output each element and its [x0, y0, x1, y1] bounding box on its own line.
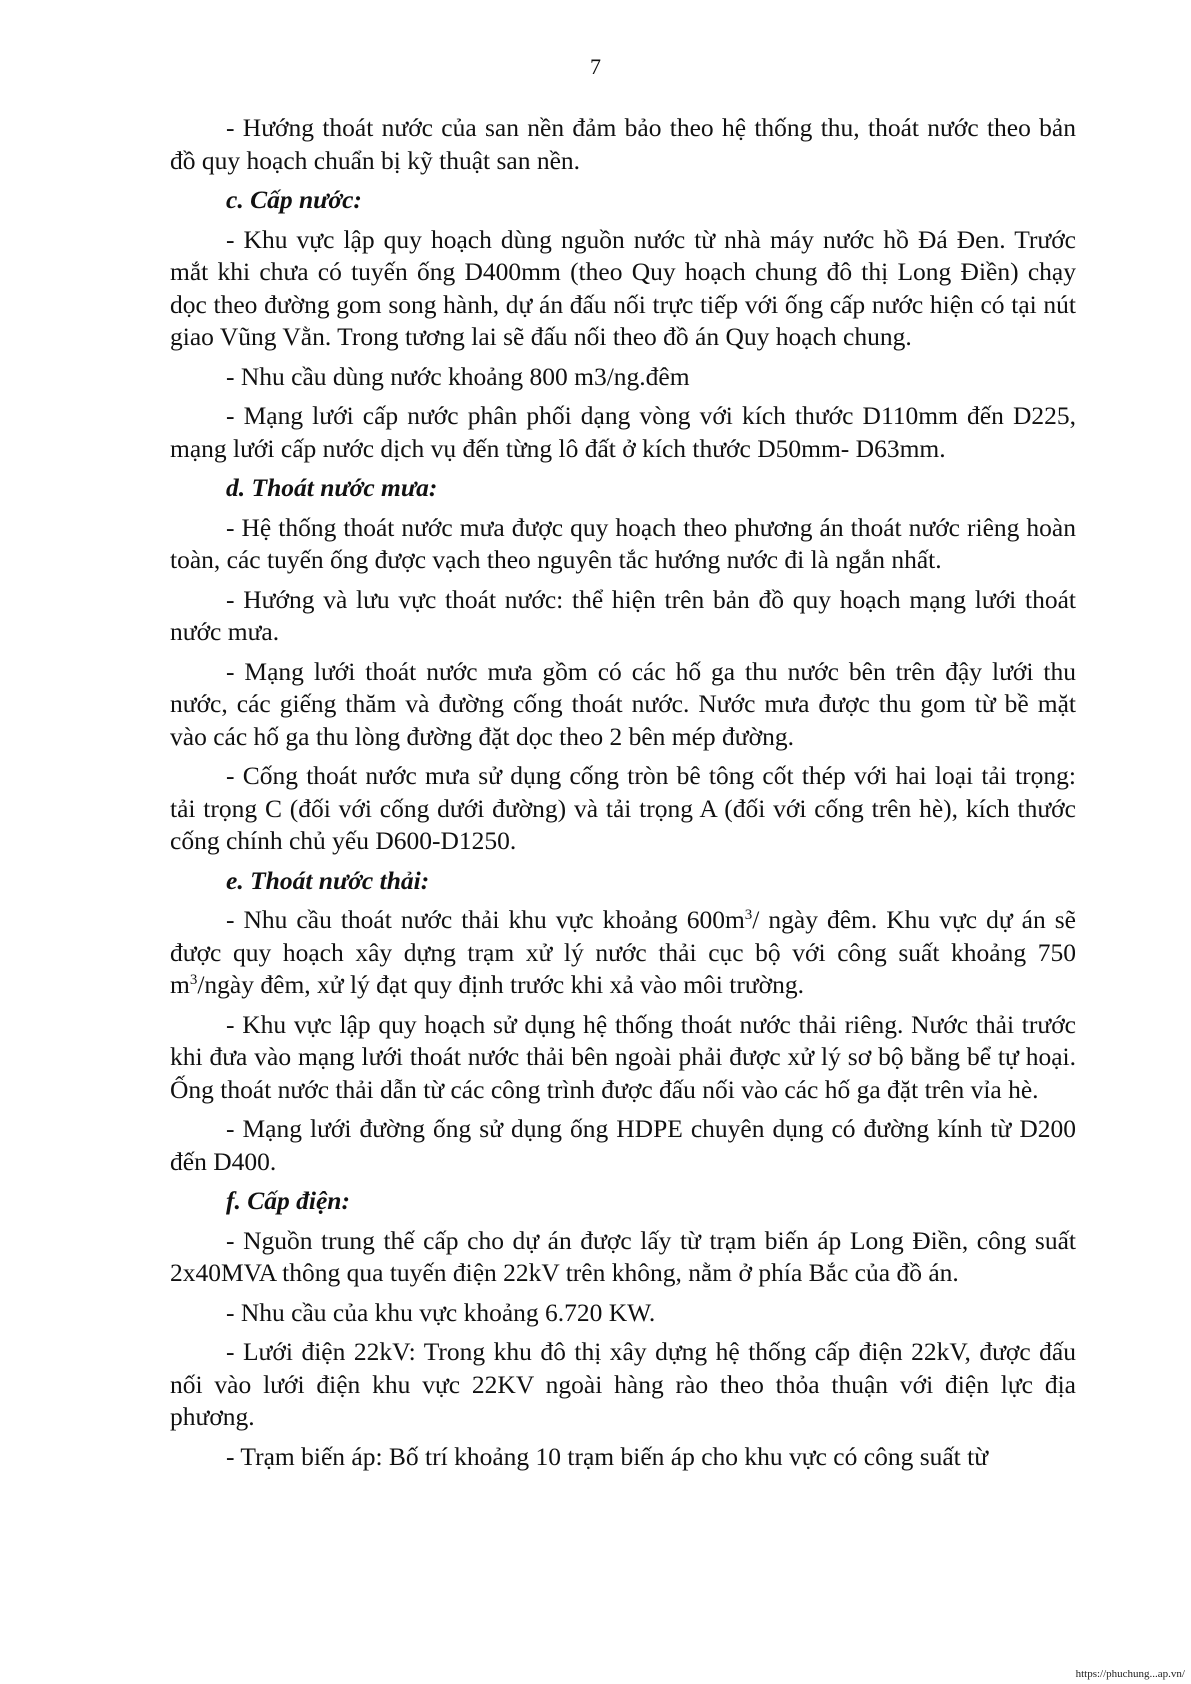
paragraph: - Nguồn trung thế cấp cho dự án được lấy từ trạm biến áp Long Điền, công suất 2x40MVA thông qua tuyến điện 22kV trên không, nằm ở phía Bắc của đồ án. [170, 1225, 1076, 1287]
paragraph: - Lưới điện 22kV: Trong khu đô thị xây dựng hệ thống cấp điện 22kV, được đấu nối vào lưới điện khu vực 22KV ngoài hàng rào theo thỏa thuận với điện lực địa phương. [170, 1337, 1076, 1431]
footer-url: https://phuchung...ap.vn/ [1075, 1668, 1185, 1680]
paragraph: - Nhu cầu của khu vực khoảng 6.720 KW. [226, 1297, 656, 1327]
paragraph: - Hướng và lưu vực thoát nước: thể hiện trên bản đồ quy hoạch mạng lưới thoát nước mưa. [170, 584, 1076, 646]
paragraph: - Khu vực lập quy hoạch dùng nguồn nước từ nhà máy nước hồ Đá Đen. Trước mắt khi chưa có tuyến ống D400mm (theo Quy hoạch chung đô thị Long Điền) chạy dọc theo đường gom song hành, dự án đấu nối trực tiếp với ống cấp nước hiện có tại nút giao Vũng Vằn. Trong tương lai sẽ đấu nối theo đồ án Quy hoạch chung. [170, 224, 1076, 351]
superscript: 3 [744, 907, 753, 923]
text-segment: /ngày đêm, xử lý đạt quy định trước khi xả vào môi trường. [197, 970, 805, 999]
paragraph: - Cống thoát nước mưa sử dụng cống tròn bê tông cốt thép với hai loại tải trọng: tải trọng C (đối với cống dưới đường) và tải trọng A (đối với cống trên hè), kích thước cống chính chủ yếu D600-D1250. [170, 761, 1076, 855]
paragraph: - Mạng lưới đường ống sử dụng ống HDPE chuyên dụng có đường kính từ D200 đến D400. [170, 1114, 1076, 1176]
section-heading-power-supply: f. Cấp điện: [226, 1186, 350, 1215]
paragraph: - Mạng lưới thoát nước mưa gồm có các hố ga thu nước bên trên đậy lưới thu nước, các giếng thăm và đường cống thoát nước. Nước mưa được thu gom từ bề mặt vào các hố ga thu lòng đường đặt dọc theo 2 bên mép đường. [170, 656, 1076, 751]
page-number: 7 [590, 54, 601, 79]
superscript: 3 [189, 972, 198, 988]
section-heading-water-supply: c. Cấp nước: [226, 185, 362, 214]
paragraph-wastewater-demand [170, 904, 1076, 1002]
document-body [170, 112, 1076, 1480]
paragraph: - Mạng lưới cấp nước phân phối dạng vòng với kích thước D110mm đến D225, mạng lưới cấp nước dịch vụ đến từng lô đất ở kích thước D50mm- D63mm. [170, 401, 1076, 463]
section-heading-wastewater-drainage: e. Thoát nước thải: [226, 865, 430, 895]
paragraph: - Trạm biến áp: Bố trí khoảng 10 trạm biến áp cho khu vực có công suất từ [226, 1441, 989, 1471]
section-heading-rainwater-drainage: d. Thoát nước mưa: [226, 473, 438, 502]
paragraph: - Khu vực lập quy hoạch sử dụng hệ thống thoát nước thải riêng. Nước thải trước khi đưa vào mạng lưới thoát nước thải bên ngoài phải được xử lý sơ bộ bằng bể tự hoại. Ống thoát nước thải dẫn từ các công trình được đấu nối vào các hố ga đặt trên vỉa hè. [170, 1009, 1076, 1104]
paragraph: - Hướng thoát nước của san nền đảm bảo theo hệ thống thu, thoát nước theo bản đồ quy hoạch chuẩn bị kỹ thuật san nền. [170, 113, 1076, 175]
paragraph: - Nhu cầu dùng nước khoảng 800 m3/ng.đêm [226, 361, 690, 391]
text-segment: - Nhu cầu thoát nước thải khu vực khoảng 600m [226, 905, 745, 934]
text-segment: / ngày đêm. Khu vực dự án sẽ được quy hoạch xây dựng trạm xử lý nước thải cục bộ với công suất khoảng 750 m [170, 905, 1076, 999]
paragraph: - Hệ thống thoát nước mưa được quy hoạch theo phương án thoát nước riêng hoàn toàn, các tuyến ống được vạch theo nguyên tắc hướng nước đi là ngắn nhất. [170, 512, 1076, 574]
